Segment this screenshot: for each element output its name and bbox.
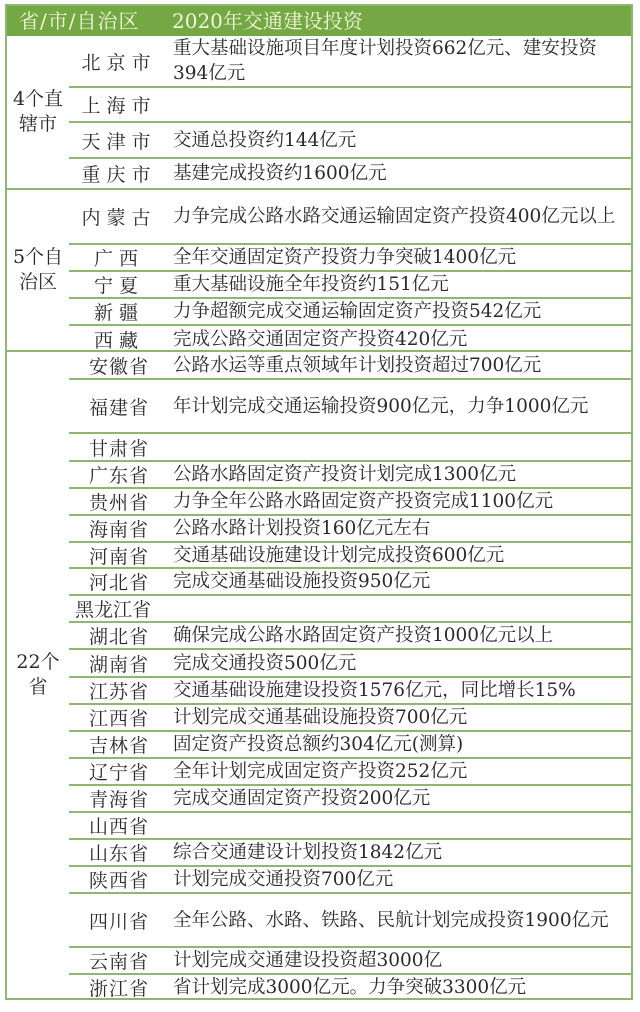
region-name: 海南省 bbox=[88, 519, 149, 541]
table-row bbox=[69, 732, 631, 759]
region-name: 湖北省 bbox=[88, 626, 149, 648]
investment-value: 完成交通基础设施投资950亿元 bbox=[173, 571, 431, 592]
investment-value: 力争全年公路水路固定资产投资完成1100亿元 bbox=[173, 491, 554, 512]
table-row bbox=[69, 159, 631, 188]
table-row bbox=[69, 380, 631, 434]
investment-value: 重大基础设施全年投资约151亿元 bbox=[173, 274, 449, 295]
table-row bbox=[69, 36, 631, 88]
investment-value: 完成交通投资500亿元 bbox=[173, 652, 357, 674]
region-name: 安徽省 bbox=[88, 355, 149, 378]
region-name: 四川省 bbox=[88, 910, 149, 933]
group-label-line: 4个直 bbox=[12, 88, 64, 110]
region-name: 福建省 bbox=[88, 396, 149, 419]
region-name: 湖南省 bbox=[88, 653, 149, 676]
region-name: 陕西省 bbox=[88, 870, 149, 892]
group-autonomous-regions bbox=[7, 188, 631, 350]
investment-value: 计划完成交通投资700亿元 bbox=[173, 869, 394, 890]
investment-value: 力争完成公路水路交通运输固定资产投资400亿元以上 bbox=[173, 206, 616, 227]
region-name: 山东省 bbox=[88, 843, 149, 865]
investment-value: 完成交通固定资产投资200亿元 bbox=[173, 788, 431, 809]
investment-value: 重大基础设施项目年度计划投资662亿元、建安投资394亿元 bbox=[173, 38, 597, 84]
table-row bbox=[69, 489, 631, 516]
region-name: 重庆市 bbox=[81, 164, 157, 186]
group-provinces bbox=[7, 350, 631, 998]
group-label-line: 22个 bbox=[16, 651, 60, 673]
investment-value: 省计划完成3000亿元。力争突破3300亿元 bbox=[173, 977, 527, 998]
investment-value: 力争超额完成交通运输固定资产投资542亿元 bbox=[173, 301, 542, 322]
table-row bbox=[69, 245, 631, 272]
table-row bbox=[69, 434, 631, 462]
investment-value: 综合交通建设计划投资1842亿元 bbox=[173, 842, 443, 863]
table-row bbox=[69, 759, 631, 786]
investment-value: 全年公路、水路、铁路、民航计划完成投资1900亿元 bbox=[173, 909, 609, 931]
group-label-line: 治区 bbox=[18, 271, 57, 293]
table-row bbox=[69, 88, 631, 123]
region-name: 江苏省 bbox=[88, 681, 149, 703]
group-municipalities bbox=[7, 36, 631, 188]
investment-value: 固定资产投资总额约304亿元(测算) bbox=[173, 734, 464, 755]
table-header bbox=[7, 6, 631, 36]
region-name: 云南省 bbox=[88, 951, 149, 973]
investment-value bbox=[173, 813, 625, 838]
region-name: 河北省 bbox=[88, 572, 149, 594]
table-row bbox=[69, 569, 631, 596]
table-row bbox=[69, 326, 631, 352]
table-row bbox=[69, 190, 631, 245]
table-row bbox=[69, 786, 631, 813]
investment-value: 计划完成交通基础设施投资700亿元 bbox=[173, 707, 468, 728]
table-row bbox=[69, 705, 631, 732]
investment-value bbox=[173, 596, 625, 621]
table-row bbox=[69, 678, 631, 705]
region-name: 甘肃省 bbox=[88, 437, 149, 460]
group-label-line: 辖市 bbox=[18, 113, 57, 135]
region-name: 北京市 bbox=[81, 51, 157, 74]
table-row bbox=[69, 272, 631, 299]
header-region: 省/市/自治区 bbox=[19, 9, 140, 33]
investment-value: 交通总投资约144亿元 bbox=[173, 129, 357, 151]
header-investment: 2020年交通建设投资 bbox=[172, 9, 363, 33]
table-row bbox=[69, 867, 631, 894]
region-name: 青海省 bbox=[88, 789, 149, 811]
investment-value bbox=[173, 434, 625, 460]
table-row bbox=[69, 623, 631, 650]
investment-value: 交通基础设施建设投资1576亿元，同比增长15% bbox=[173, 680, 576, 701]
region-name: 贵州省 bbox=[88, 492, 149, 514]
group-label bbox=[7, 352, 69, 998]
region-name: 天津市 bbox=[81, 130, 157, 153]
table-row bbox=[69, 543, 631, 569]
region-name: 山西省 bbox=[88, 816, 149, 838]
table-row bbox=[69, 840, 631, 867]
investment-value bbox=[173, 88, 625, 121]
group-label-line: 5个自 bbox=[12, 246, 64, 268]
region-name: 河南省 bbox=[88, 545, 149, 568]
region-name: 黑龙江省 bbox=[75, 599, 152, 621]
table-row bbox=[69, 948, 631, 975]
investment-value: 完成公路交通固定资产投资420亿元 bbox=[173, 328, 468, 350]
investment-table bbox=[5, 4, 633, 1000]
region-name: 新疆 bbox=[93, 302, 144, 324]
investment-value: 公路水运等重点领域年计划投资超过700亿元 bbox=[173, 354, 542, 376]
investment-value: 全年计划完成固定资产投资252亿元 bbox=[173, 761, 468, 782]
table-row bbox=[69, 516, 631, 543]
table-row bbox=[69, 894, 631, 948]
investment-value: 基建完成投资约1600亿元 bbox=[173, 163, 387, 184]
table-row bbox=[69, 596, 631, 623]
region-name: 上海市 bbox=[81, 95, 157, 117]
table-row bbox=[69, 352, 631, 380]
investment-value: 确保完成公路水路固定资产投资1000亿元以上 bbox=[173, 625, 554, 646]
table-row bbox=[69, 975, 631, 1000]
table-row bbox=[69, 299, 631, 326]
region-name: 江西省 bbox=[88, 708, 149, 730]
investment-value: 计划完成交通建设投资超3000亿 bbox=[173, 950, 443, 971]
investment-value: 公路水路计划投资160亿元左右 bbox=[173, 518, 431, 539]
group-label bbox=[7, 36, 69, 188]
region-name: 吉林省 bbox=[88, 735, 149, 757]
investment-value: 全年交通固定资产投资力争突破1400亿元 bbox=[173, 247, 517, 268]
region-name: 广西 bbox=[93, 248, 144, 270]
investment-value: 交通基础设施建设计划完成投资600亿元 bbox=[173, 544, 505, 566]
investment-value: 公路水路固定资产投资计划完成1300亿元 bbox=[173, 464, 517, 485]
region-name: 内蒙古 bbox=[81, 207, 157, 229]
group-label-line: 省 bbox=[28, 676, 48, 698]
region-name: 宁夏 bbox=[93, 275, 144, 297]
table-row bbox=[69, 123, 631, 159]
table-row bbox=[69, 813, 631, 840]
table-row bbox=[69, 462, 631, 489]
region-name: 西藏 bbox=[93, 329, 144, 352]
table-row bbox=[69, 650, 631, 678]
region-name: 浙江省 bbox=[88, 978, 149, 1000]
region-name: 辽宁省 bbox=[88, 762, 149, 784]
group-label bbox=[7, 190, 69, 350]
region-name: 广东省 bbox=[88, 465, 149, 487]
investment-value: 年计划完成交通运输投资900亿元，力争1000亿元 bbox=[173, 395, 589, 417]
